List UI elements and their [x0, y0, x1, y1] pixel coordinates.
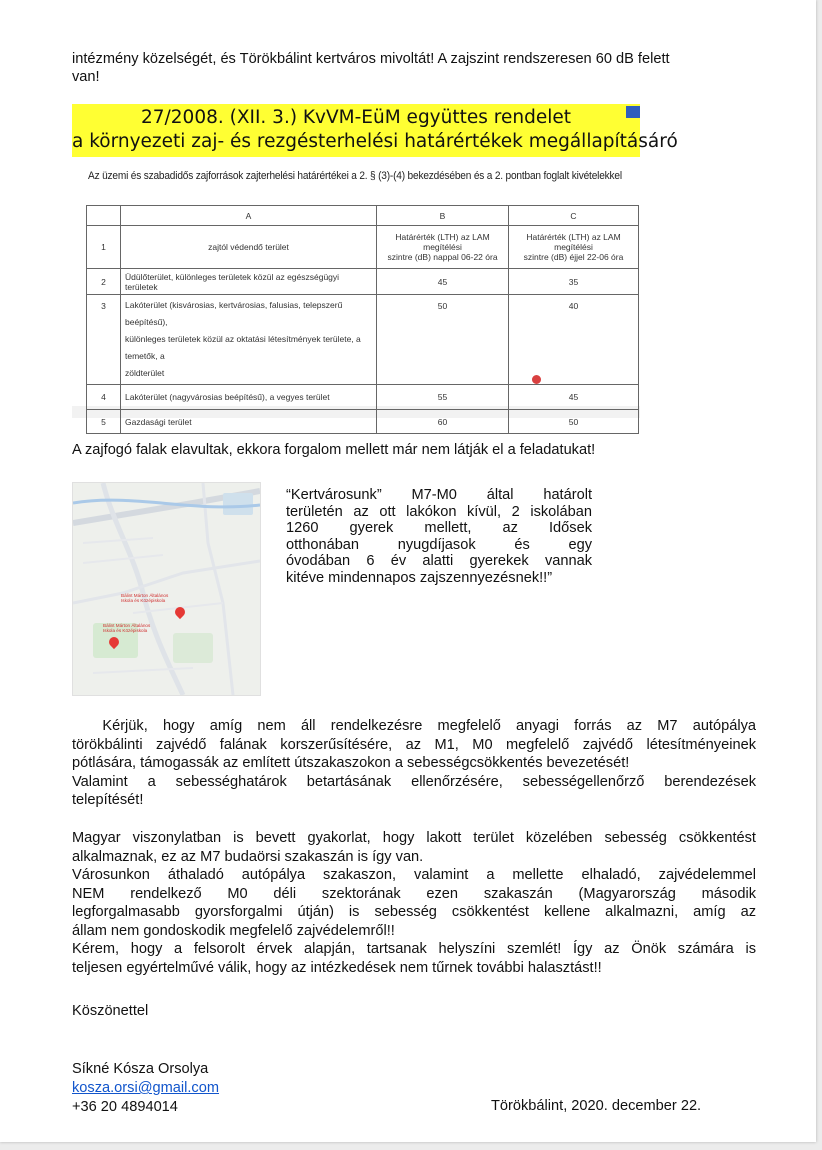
map-pin-label: Bálint Márton Általános Iskola és Középiskola: [103, 623, 151, 634]
col-letter-a: A: [121, 206, 377, 226]
header-day-line-1: Határérték (LTH) az LAM megítélési: [395, 232, 490, 252]
header-night-limit: [509, 226, 639, 269]
quote-line-1: “Kertvárosunk” M7-M0 által határolt: [286, 487, 592, 503]
header-day-limit: [377, 226, 509, 269]
col-letter-c: C: [509, 206, 639, 226]
row-night-value: 50: [509, 410, 639, 434]
row-num: 1: [87, 226, 121, 269]
walls-text: A zajfogó falak elavultak, ekkora forgalom mellett már nem látják el a feladatukat!: [72, 442, 596, 458]
row-area-line-2: különleges területek közül az oktatási létesítmények területe, a temetők, a: [125, 334, 361, 361]
header-night-line-2: szintre (dB) éjjel 22-06 óra: [523, 252, 624, 262]
corner-marker: [626, 106, 640, 118]
request-line-1: Kérjük, hogy amíg nem áll rendelkezésre megfelelő anyagi forrás az M7 autópálya: [72, 718, 756, 734]
table-row: [87, 269, 639, 295]
closing-thanks: Köszönettel: [72, 1003, 149, 1019]
noise-limit-table: [86, 205, 639, 434]
row-day-value: 55: [377, 385, 509, 410]
row-day-value: 60: [377, 410, 509, 434]
map-pin-label: Bálint Márton Általános Iskola és Középiskola: [121, 593, 169, 604]
practice-line-3: Városunkon áthaladó autópálya szakaszon, valamint a mellette elhaladó, zajvédelemmel: [72, 867, 756, 883]
quote-line-3: 1260 gyerek mellett, az Idősek: [286, 520, 592, 536]
phone-number: +36 20 4894014: [72, 1099, 178, 1115]
red-dot-marker: [532, 375, 541, 384]
row-num: 3: [87, 295, 121, 385]
practice-line-2: alkalmaznak, ez az M7 budaörsi szakaszán is így van.: [72, 848, 424, 865]
table-subtitle: Az üzemi és szabadidős zajforrások zajterhelési határértékei a 2. § (3)-(4) bekezdésében és a 2. pontban foglalt kivételekkel: [88, 170, 622, 182]
intro-line-1: intézmény közelségét, és Törökbálint kertváros mivoltát! A zajszint rendszeresen 60 dB felett: [72, 51, 670, 67]
email-link[interactable]: kosza.orsi@gmail.com: [72, 1080, 220, 1096]
request-line-4: Valamint a sebességhatárok betartásának ellenőrzésére, sebességellenőrző berendezések: [72, 773, 756, 790]
row-area: Gazdasági terület: [121, 410, 377, 434]
place-and-date: Törökbálint, 2020. december 22.: [491, 1098, 702, 1114]
map-graphic: [73, 483, 260, 695]
row-night-value: 35: [509, 269, 639, 295]
request-line-2: törökbálinti zajvédő falának korszerűsítésére, az M1, M0 megfelelő zajvédő létesítményeinek: [72, 736, 756, 753]
signer-name: Síkné Kósza Orsolya: [72, 1061, 209, 1077]
header-night-line-1: Határérték (LTH) az LAM megítélési: [526, 232, 621, 252]
row-num: 4: [87, 385, 121, 410]
regulation-banner: [72, 104, 678, 157]
table-row: [87, 385, 639, 410]
header-area: zajtól védendő terület: [121, 226, 377, 269]
location-map: [72, 482, 261, 696]
row-num: 5: [87, 410, 121, 434]
banner-title: 27/2008. (XII. 3.) KvVM-EüM együttes rendelet: [141, 107, 571, 128]
practice-line-6: állam nem gondoskodik megfelelő zajvédelemről!!: [72, 922, 395, 939]
quote-line-4: otthonában nyugdíjasok és egy: [286, 536, 592, 553]
quote-block: [286, 487, 592, 586]
practice-line-1: Magyar viszonylatban is bevett gyakorlat, hogy lakott terület közelében sebesség csökkentést: [72, 830, 756, 846]
row-area: Lakóterület (nagyvárosias beépítésű), a vegyes terület: [121, 385, 377, 410]
row-area: Üdülőterület, különleges területek közül az egészségügyi területek: [121, 269, 377, 295]
request-line-3: pótlására, támogassák az említett útszakaszokon a sebességcsökkentés bevezetését!: [72, 755, 630, 771]
practice-line-4: NEM rendelkező M0 déli szektorának ezen szakaszán (Magyarország második: [72, 885, 756, 902]
intro-line-2: van!: [72, 69, 100, 85]
quote-line-2: területén az ott lakókon kívül, 2 iskolában: [286, 503, 592, 520]
table-row: [87, 295, 639, 385]
quote-line-5: óvodában 6 év alatti gyerekek vannak: [286, 553, 592, 569]
table-row: [87, 410, 639, 434]
practice-paragraph: [72, 829, 756, 977]
practice-line-8: teljesen egyértelművé válik, hogy az intézkedések nem tűrnek további halasztást!!: [72, 959, 602, 976]
row-area-line-1: Lakóterület (kisvárosias, kertvárosias, falusias, telepszerű beépítésű),: [125, 300, 343, 327]
row-night-value: 45: [509, 385, 639, 410]
request-paragraph: [72, 717, 756, 810]
quote-line-6: kitéve mindennapos zajszennyezésnek!!”: [286, 569, 553, 586]
col-letter-b: B: [377, 206, 509, 226]
practice-line-7: Kérem, hogy a felsorolt érvek alapján, tartsanak helyszíni szemlét! Így az Önök számára is: [72, 941, 756, 957]
row-day-value: 45: [377, 269, 509, 295]
row-area: [121, 295, 377, 385]
request-line-5: telepítését!: [72, 792, 144, 808]
row-day-value: 50: [377, 295, 509, 385]
practice-line-5: legforgalmasabb gyorsforgalmi útján) is sebesség csökkentést kellene alkalmazni, amíg az: [72, 904, 756, 920]
table-corner-cell: [87, 206, 121, 226]
row-area-line-3: zöldterület: [125, 368, 165, 378]
row-night-value: 40: [509, 295, 639, 385]
row-num: 2: [87, 269, 121, 295]
banner-subtitle: a környezeti zaj- és rezgésterhelési határértékek megállapításáró: [72, 131, 678, 152]
header-day-line-2: szintre (dB) nappal 06-22 óra: [387, 252, 498, 262]
table-header-row: [87, 226, 639, 269]
